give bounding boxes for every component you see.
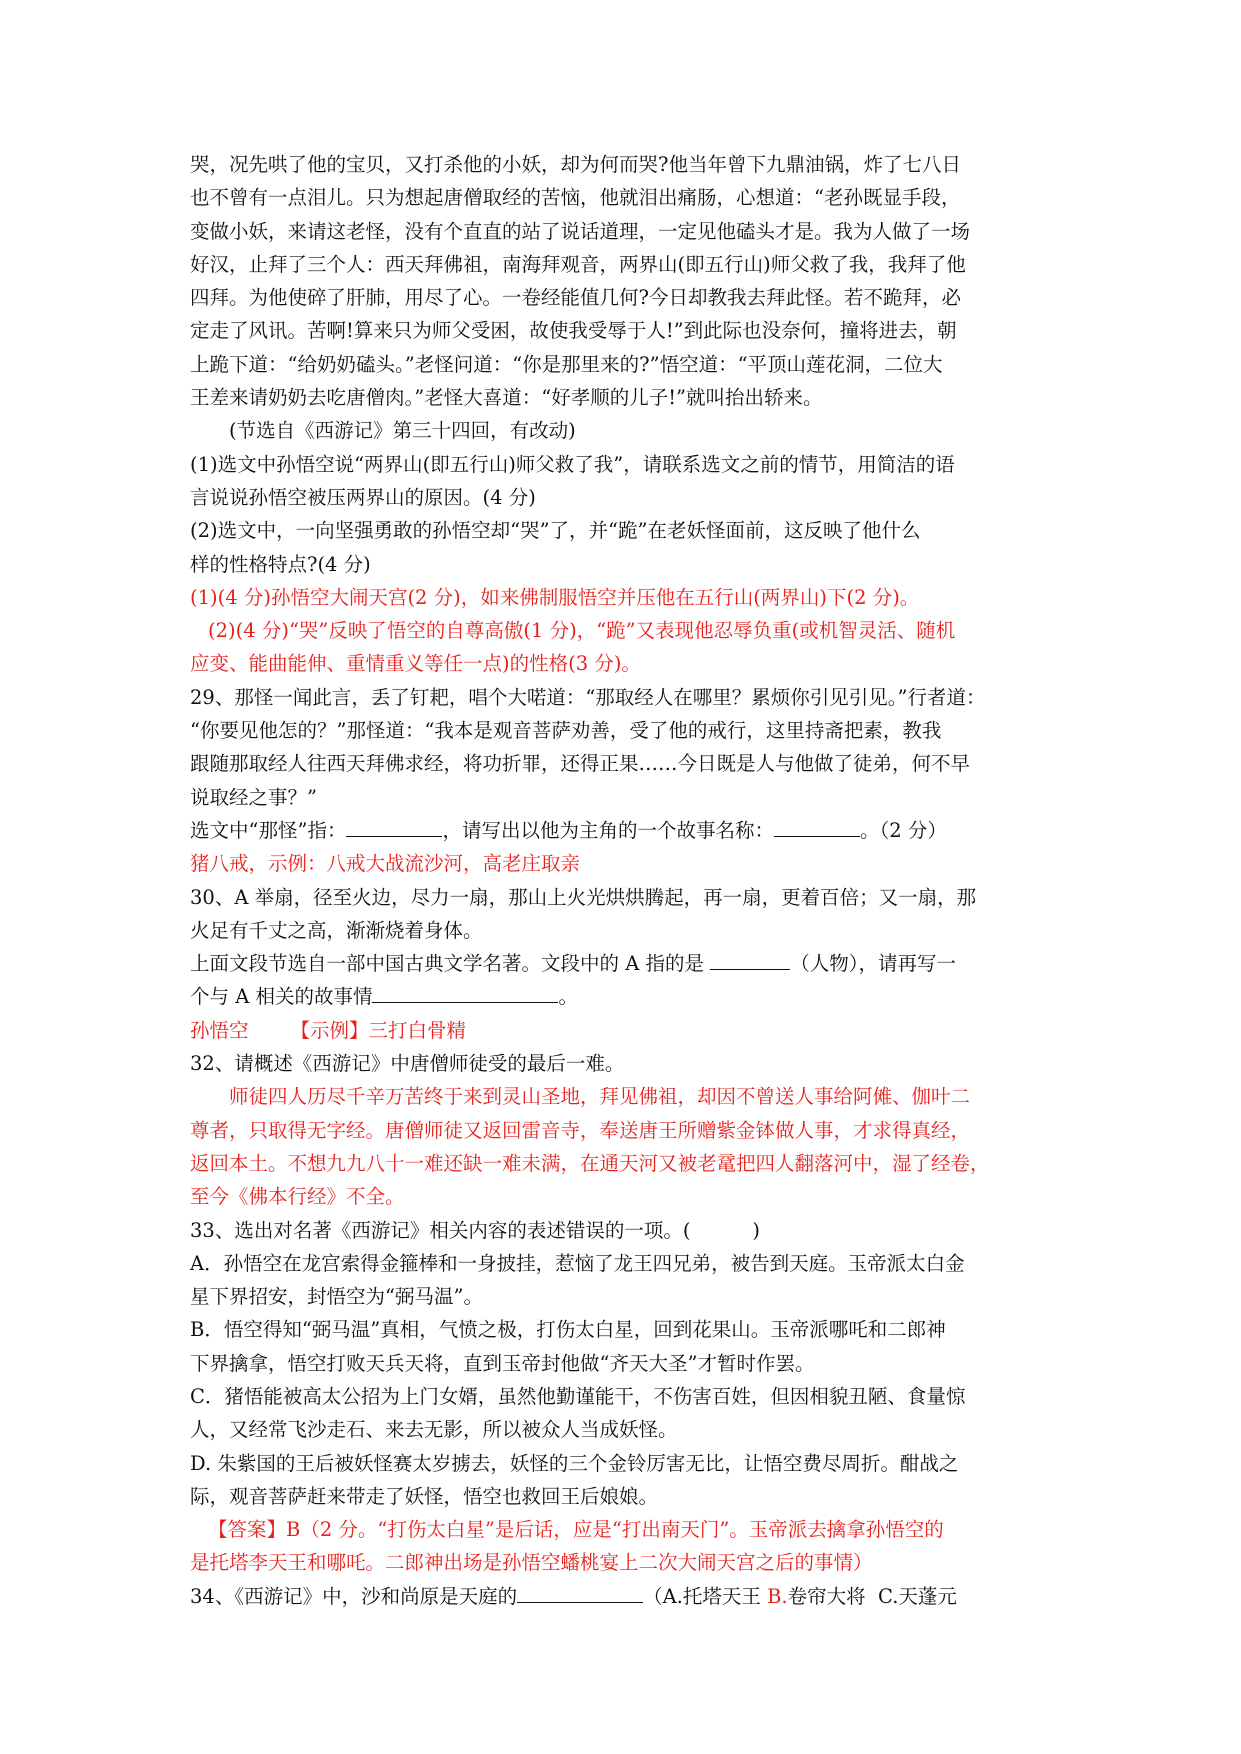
passage-line: 王差来请奶奶去吃唐僧肉。”老怪大喜道：“好孝顺的儿子!”就叫抬出轿来。 [190,386,823,410]
question-line: 样的性格特点?(4 分) [190,552,371,576]
fill-in-prompt [190,980,1060,1013]
answer-blank[interactable] [346,816,442,837]
question-line: 说取经之事？” [190,785,317,809]
answer-blank[interactable] [710,950,790,971]
answer-line: 【答案】B（2 分。“打伤太白星”是后话，应是“打出南天门”。玉帝派去擒拿孙悟空的 [208,1518,944,1542]
question-line: (2)选文中，一向坚强勇敢的孙悟空却“哭”了，并“跪”在老妖怪面前，这反映了他什么 [190,519,921,543]
fill-in-prompt [190,814,1060,847]
question-28 [190,448,1060,681]
answer-example: 【示例】三打白骨精 [290,1018,467,1042]
option-b-line: 下界擒拿，悟空打败天兵天将，直到玉帝封他做“齐天大圣”才暂时作罢。 [190,1351,815,1375]
question-30 [190,881,1060,1047]
answer-blank[interactable] [517,1582,643,1603]
option-a-line: 星下界招安，封悟空为“弼马温”。 [190,1285,483,1309]
prompt-text: 34、《西游记》中，沙和尚原是天庭的 [190,1584,518,1608]
prompt-text: 。（2 分） [859,818,947,842]
answer-blank[interactable] [774,816,860,837]
option-a: （A.托塔天王 [643,1584,768,1608]
passage-line: 上跪下道：“给奶奶磕头。”老怪问道：“你是那里来的?”悟空道：“平顶山莲花洞，二位大 [190,352,943,376]
question-line: (1)选文中孙悟空说“两界山(即五行山)师父救了我”，请联系选文之前的情节，用简洁的语 [190,452,955,476]
answer-line: 是托塔李天王和哪吒。二郎神出场是孙悟空蟠桃宴上二次大闹天宫之后的事情） [190,1551,873,1575]
passage-line: 好汉，止拜了三个人：西天拜佛祖，南海拜观音，两界山(即五行山)师父救了我，我拜了他 [190,252,966,276]
option-b-marker: B. [767,1584,788,1608]
question-line: 言说说孙悟空被压两界山的原因。(4 分) [190,485,536,509]
option-b-line: B．悟空得知“弼马温”真相，气愤之极，打伤太白星，回到花果山。玉帝派哪吒和二郎神 [190,1318,946,1342]
passage-line: 哭，况先哄了他的宝贝，又打杀他的小妖，却为何而哭?他当年曾下九鼎油锅，炸了七八日 [190,153,961,176]
question-33 [190,1214,1060,1580]
answer-line: (1)(4 分)孙悟空大闹天宫(2 分)，如来佛制服悟空并压他在五行山(两界山)下(2 分)。 [190,585,920,609]
prompt-text: （人物），请再写一 [790,952,956,976]
prompt-text: ，请写出以他为主角的一个故事名称： [442,818,774,842]
answer-blank[interactable] [372,983,558,1004]
answer-line: (2)(4 分)“哭”反映了悟空的自尊高傲(1 分)，“跪”又表现他忍辱负重(或机智灵活、随机 [208,619,956,643]
passage-line: 也不曾有一点泪儿。只为想起唐僧取经的苦恼，他就泪出痛肠，心想道：“老孙既显手段， [190,186,961,210]
passage-line: 变做小妖，来请这老怪，没有个直直的站了说话道理，一定见他磕头才是。我为人做了一场 [190,219,971,243]
question-line: 跟随那取经人往西天拜佛求经，将功折罪，还得正果……今日既是人与他做了徒弟，何不早 [190,752,971,776]
passage-line: 四拜。为他使碎了肝肺，用尽了心。一卷经能值几何?今日却教我去拜此怪。若不跪拜，必 [190,286,961,310]
option-b-text: 卷帘大将 C.天蓬元 [787,1584,957,1608]
question-line: 29、那怪一闻此言，丢了钉耙，唱个大喏道：“那取经人在哪里？累烦你引见引见。”行者道： [190,685,986,709]
answer-line: 至今《佛本行经》不全。 [190,1185,405,1209]
question-line: “你要见他怎的？”那怪道：“我本是观音菩萨劝善，受了他的戒行，这里持斋把素，教我 [190,719,942,743]
question-line: 33、选出对名著《西游记》相关内容的表述错误的一项。( ) [190,1218,761,1242]
answer-line: 师徒四人历尽千辛万苦终于来到灵山圣地，拜见佛祖，却因不曾送人事给阿傩、伽叶二 [229,1085,971,1109]
prompt-text: 。 [558,985,578,1009]
passage-line: 定走了风讯。苦啊!算来只为师父受困，故使我受辱于人!”到此际也没奈何，撞将进去，朝 [190,319,957,343]
answer-name: 孙悟空 [190,1018,249,1042]
question-29 [190,681,1060,881]
option-c-line: 人，又经常飞沙走石、来去无影，所以被众人当成妖怪。 [190,1418,678,1442]
answer-line: 猪八戒，示例：八戒大战流沙河，高老庄取亲 [190,852,581,876]
answer-line [190,1014,1060,1047]
answer-line: 尊者，只取得无字经。唐僧师徒又返回雷音寺，奉送唐王所赠紫金钵做人事，才求得真经， [190,1118,971,1142]
option-a-line: A．孙悟空在龙宫索得金箍棒和一身披挂，惹恼了龙王四兄弟，被告到天庭。玉帝派太白金 [190,1251,965,1275]
question-line: 30、A 举扇，径至火边，尽力一扇，那山上火光烘烘腾起，再一扇，更着百倍；又一扇，那 [190,885,977,909]
option-c-line: C．猪悟能被高太公招为上门女婿，虽然他勤谨能干，不伤害百姓，但因相貌丑陋、食量惊 [190,1384,966,1408]
prompt-text: 上面文段节选自一部中国古典文学名著。文段中的 A 指的是 [190,952,704,976]
question-line: 32、请概述《西游记》中唐僧师徒受的最后一难。 [190,1052,625,1076]
fill-in-prompt [190,1580,1060,1613]
prompt-text: 个与 A 相关的故事情 [190,985,373,1009]
prompt-text: 选文中“那怪”指： [190,818,347,842]
passage-source: (节选自《西游记》第三十四回，有改动) [229,419,576,443]
document-body [190,148,1060,1613]
question-34 [190,1580,1060,1613]
option-d-line: D. 朱紫国的王后被妖怪赛太岁掳去，妖怪的三个金铃厉害无比，让悟空费尽周折。酣战之 [190,1451,959,1475]
answer-line: 应变、能曲能伸、重情重义等任一点)的性格(3 分)。 [190,652,641,676]
fill-in-prompt [190,947,1060,980]
passage [190,148,1060,448]
question-32 [190,1047,1060,1213]
option-d-line: 际，观音菩萨赶来带走了妖怪，悟空也救回王后娘娘。 [190,1484,659,1508]
question-line: 火足有千丈之高，渐渐烧着身体。 [190,918,483,942]
answer-line: 返回本土。不想九九八十一难还缺一难未满，在通天河又被老鼋把四人翻落河中，湿了经卷， [190,1151,990,1175]
